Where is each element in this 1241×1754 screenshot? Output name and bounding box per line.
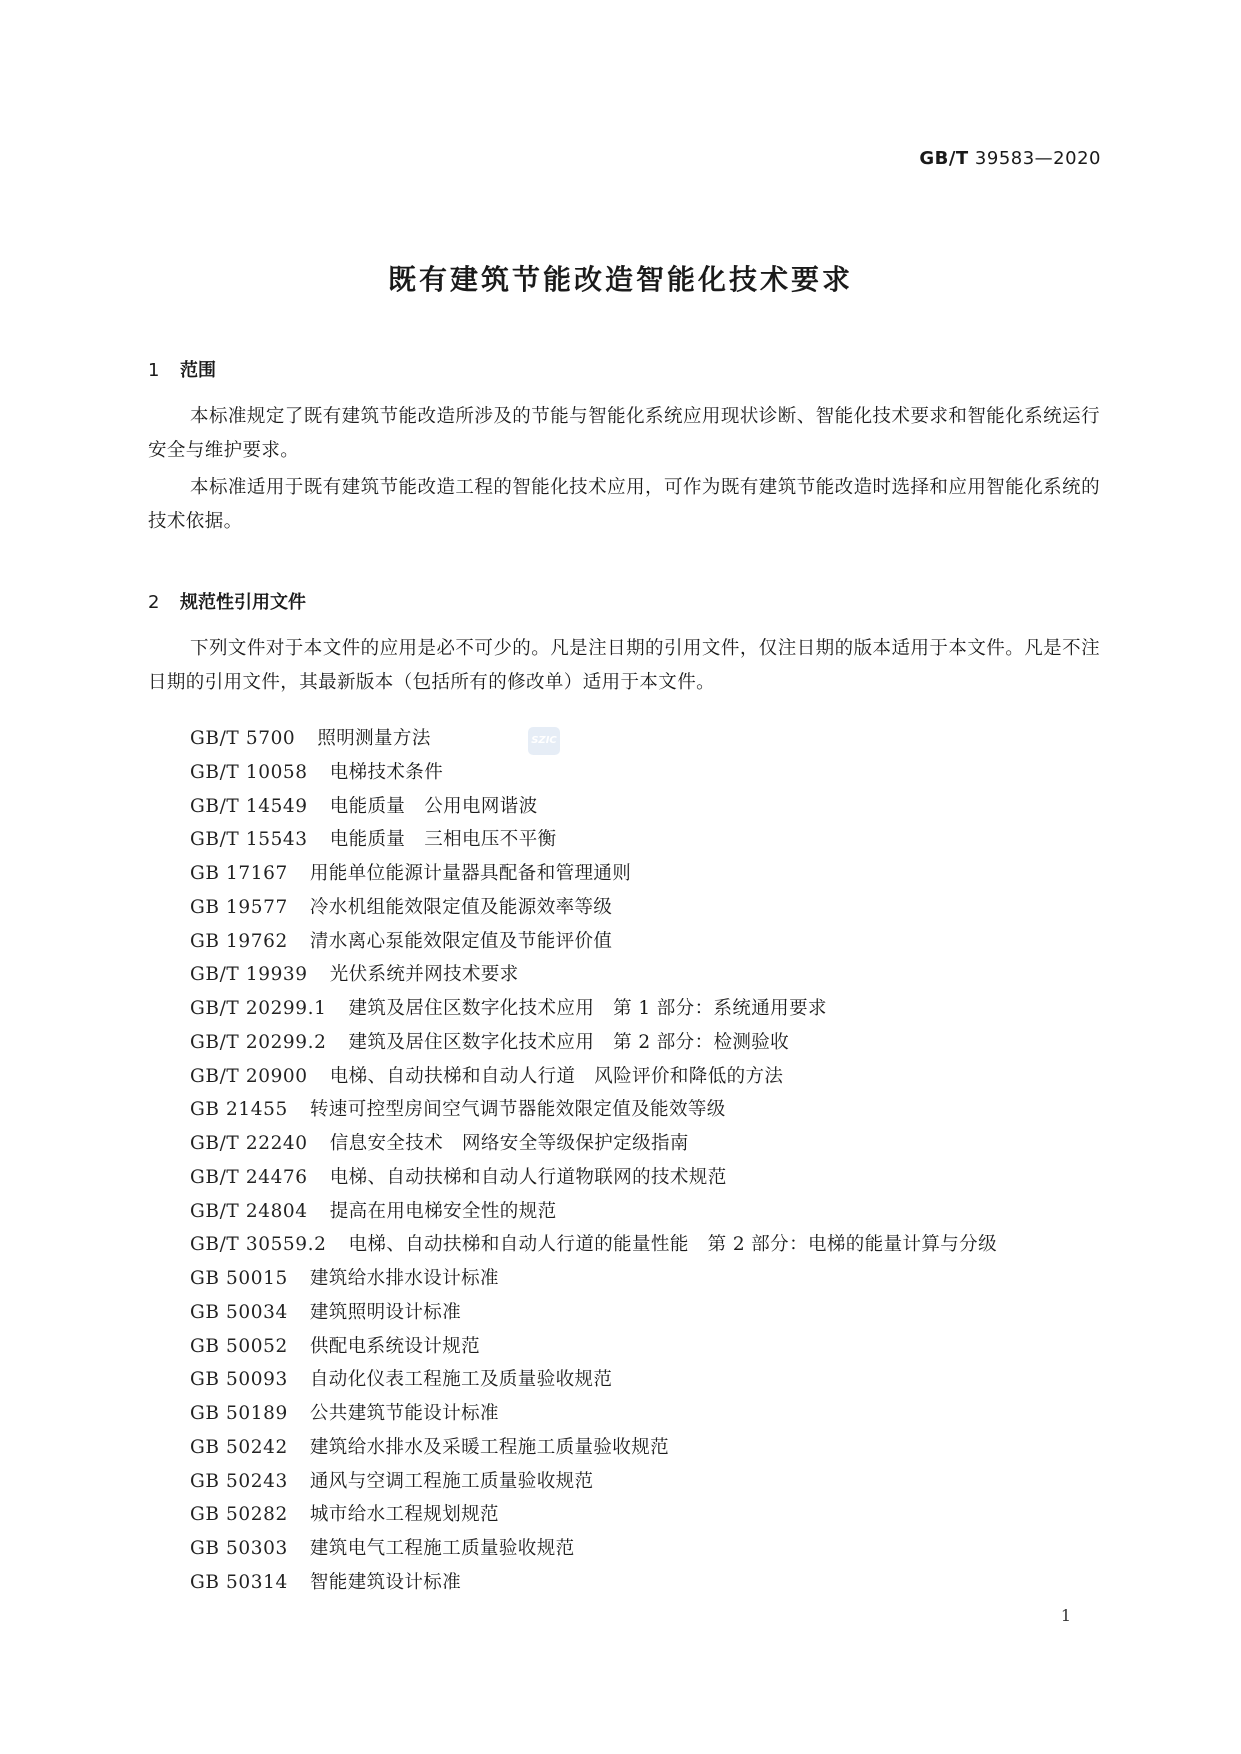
reference-item bbox=[190, 1532, 997, 1566]
reference-item bbox=[190, 790, 997, 824]
reference-code: GB/T 10058 bbox=[190, 761, 308, 783]
reference-item bbox=[190, 1195, 997, 1229]
reference-item bbox=[190, 1161, 997, 1195]
reference-item bbox=[190, 1127, 997, 1161]
reference-item bbox=[190, 1093, 997, 1127]
section-1-paragraph-2: 本标准适用于既有建筑节能改造工程的智能化技术应用，可作为既有建筑节能改造时选择和应用智能化系统的技术依据。 bbox=[148, 477, 1100, 532]
section-2-title: 规范性引用文件 bbox=[180, 592, 306, 613]
reference-title: 城市给水工程规划规范 bbox=[309, 1504, 499, 1526]
reference-item bbox=[190, 1498, 997, 1532]
reference-title: 电梯、自动扶梯和自动人行道的能量性能 第 2 部分：电梯的能量计算与分级 bbox=[348, 1234, 997, 1256]
standard-code-number: 39583—2020 bbox=[968, 148, 1101, 169]
reference-title: 公共建筑节能设计标准 bbox=[309, 1403, 499, 1424]
reference-item bbox=[190, 1363, 997, 1397]
reference-code: GB 50314 bbox=[190, 1571, 288, 1593]
reference-code: GB/T 24476 bbox=[190, 1166, 308, 1188]
reference-code: GB/T 14549 bbox=[190, 795, 308, 817]
reference-title: 提高在用电梯安全性的规范 bbox=[329, 1200, 557, 1222]
reference-code: GB 21455 bbox=[190, 1099, 288, 1121]
reference-code: GB 50242 bbox=[190, 1436, 288, 1458]
page-number: 1 bbox=[1060, 1606, 1071, 1625]
section-1-title: 范围 bbox=[180, 360, 216, 381]
reference-title: 建筑给水排水设计标准 bbox=[309, 1268, 499, 1289]
reference-title: 建筑电气工程施工质量验收规范 bbox=[309, 1538, 575, 1559]
section-2-number: 2 bbox=[148, 592, 160, 613]
reference-item bbox=[190, 1566, 997, 1600]
reference-code: GB 50189 bbox=[190, 1403, 288, 1424]
reference-code: GB 19762 bbox=[190, 930, 288, 952]
reference-code: GB/T 19939 bbox=[190, 964, 308, 986]
reference-item bbox=[190, 756, 997, 790]
reference-item bbox=[190, 1431, 997, 1465]
standard-code-prefix: GB/T bbox=[919, 148, 969, 169]
reference-title: 信息安全技术 网络安全等级保护定级指南 bbox=[329, 1133, 689, 1154]
reference-item bbox=[190, 1465, 997, 1499]
reference-title: 建筑及居住区数字化技术应用 第 1 部分：系统通用要求 bbox=[348, 998, 827, 1019]
reference-title: 电能质量 公用电网谐波 bbox=[329, 795, 538, 817]
reference-item bbox=[190, 1228, 997, 1262]
reference-title: 电梯技术条件 bbox=[329, 761, 444, 783]
standard-code bbox=[919, 148, 1101, 169]
reference-title: 电梯、自动扶梯和自动人行道 风险评价和降低的方法 bbox=[329, 1065, 784, 1087]
reference-title: 自动化仪表工程施工及质量验收规范 bbox=[309, 1369, 613, 1391]
normative-references-list bbox=[190, 722, 997, 1600]
reference-code: GB 50052 bbox=[190, 1335, 288, 1357]
reference-item bbox=[190, 823, 997, 857]
reference-title: 照明测量方法 bbox=[317, 728, 431, 749]
reference-code: GB/T 20299.1 bbox=[190, 998, 327, 1019]
reference-item bbox=[190, 1262, 997, 1296]
reference-title: 电能质量 三相电压不平衡 bbox=[329, 829, 557, 851]
reference-title: 建筑及居住区数字化技术应用 第 2 部分：检测验收 bbox=[348, 1031, 790, 1053]
reference-title: 供配电系统设计规范 bbox=[309, 1335, 481, 1357]
reference-title: 清水离心泵能效限定值及节能评价值 bbox=[309, 930, 613, 952]
reference-item bbox=[190, 925, 997, 959]
reference-code: GB 50015 bbox=[190, 1268, 288, 1289]
reference-code: GB/T 22240 bbox=[190, 1133, 308, 1154]
section-1-heading bbox=[148, 356, 216, 382]
reference-code: GB 19577 bbox=[190, 896, 288, 918]
reference-code: GB 50093 bbox=[190, 1369, 288, 1391]
reference-code: GB/T 15543 bbox=[190, 829, 308, 851]
reference-item bbox=[190, 1296, 997, 1330]
reference-item bbox=[190, 1397, 997, 1431]
reference-title: 用能单位能源计量器具配备和管理通则 bbox=[309, 863, 632, 884]
reference-item bbox=[190, 958, 997, 992]
reference-code: GB/T 24804 bbox=[190, 1200, 308, 1222]
reference-title: 建筑给水排水及采暖工程施工质量验收规范 bbox=[309, 1436, 670, 1458]
reference-item bbox=[190, 857, 997, 891]
reference-code: GB/T 5700 bbox=[190, 728, 296, 749]
reference-item bbox=[190, 722, 997, 756]
reference-title: 建筑照明设计标准 bbox=[309, 1301, 462, 1323]
document-title: 既有建筑节能改造智能化技术要求 bbox=[387, 263, 853, 296]
reference-code: GB/T 20299.2 bbox=[190, 1031, 327, 1053]
section-1-number: 1 bbox=[148, 360, 160, 381]
reference-code: GB 50282 bbox=[190, 1504, 288, 1526]
reference-title: 通风与空调工程施工质量验收规范 bbox=[309, 1470, 594, 1492]
reference-item bbox=[190, 1060, 997, 1094]
reference-item bbox=[190, 1330, 997, 1364]
reference-code: GB 50303 bbox=[190, 1538, 288, 1559]
reference-title: 冷水机组能效限定值及能源效率等级 bbox=[309, 896, 613, 918]
reference-code: GB/T 20900 bbox=[190, 1065, 308, 1087]
reference-item bbox=[190, 891, 997, 925]
reference-title: 智能建筑设计标准 bbox=[309, 1571, 462, 1593]
reference-item bbox=[190, 992, 997, 1026]
szic-watermark: SZIC bbox=[528, 727, 560, 755]
reference-title: 光伏系统并网技术要求 bbox=[329, 964, 519, 986]
reference-title: 转速可控型房间空气调节器能效限定值及能效等级 bbox=[309, 1099, 726, 1121]
reference-code: GB 17167 bbox=[190, 863, 288, 884]
section-1-paragraph-1: 本标准规定了既有建筑节能改造所涉及的节能与智能化系统应用现状诊断、智能化技术要求和智能化系统运行安全与维护要求。 bbox=[148, 406, 1100, 461]
reference-code: GB 50034 bbox=[190, 1301, 288, 1323]
reference-item bbox=[190, 1026, 997, 1060]
reference-code: GB 50243 bbox=[190, 1470, 288, 1492]
section-2-paragraph-1: 下列文件对于本文件的应用是必不可少的。凡是注日期的引用文件，仅注日期的版本适用于本文件。凡是不注日期的引用文件，其最新版本（包括所有的修改单）适用于本文件。 bbox=[148, 638, 1100, 693]
section-2-heading bbox=[148, 588, 306, 614]
reference-code: GB/T 30559.2 bbox=[190, 1234, 327, 1256]
reference-title: 电梯、自动扶梯和自动人行道物联网的技术规范 bbox=[329, 1166, 727, 1188]
